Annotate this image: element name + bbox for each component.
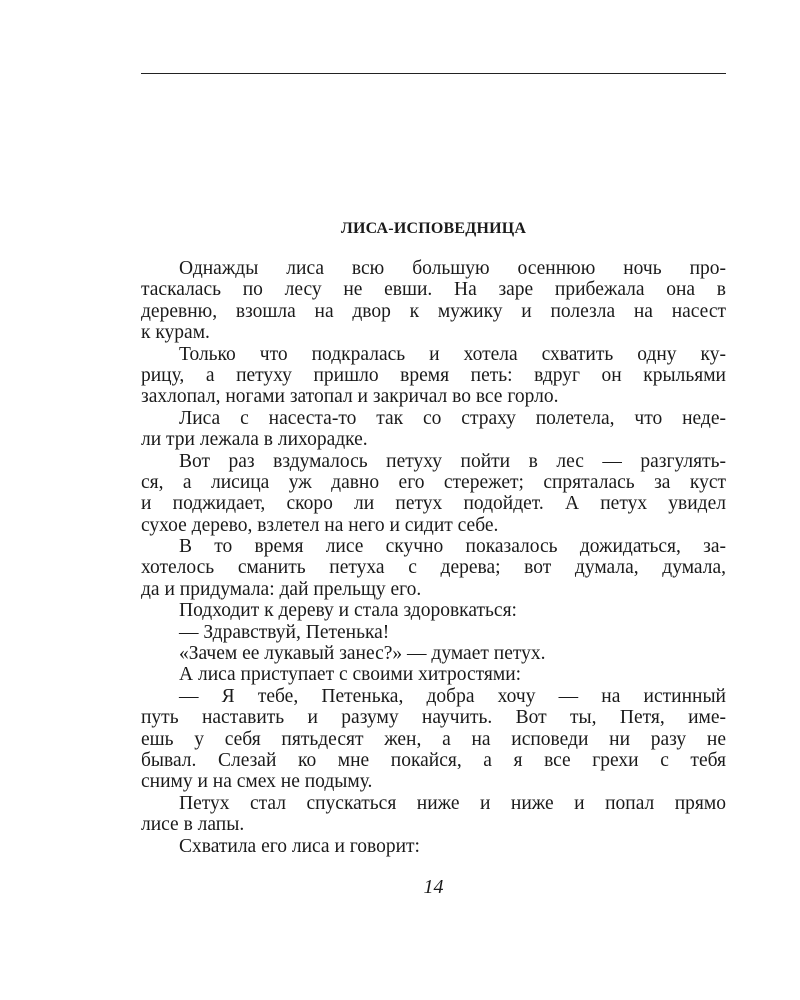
text-line: Подходит к дереву и стала здоровкаться: <box>179 600 517 622</box>
text-line: рицу, а петуху пришло время петь: вдруг он крыльями <box>141 364 726 386</box>
text-line: Только что подкралась и хотела схватить одну ку- <box>179 343 726 365</box>
text-line: захлопал, ногами затопал и закричал во все горло. <box>141 386 559 408</box>
text-line: путь наставить и разуму научить. Вот ты, Петя, име- <box>141 707 726 729</box>
text-line: — Я тебе, Петенька, добра хочу — на истинный <box>179 685 726 707</box>
text-line: сухое дерево, взлетел на него и сидит себе. <box>141 514 499 536</box>
text-line: Петух стал спускаться ниже и ниже и попал прямо <box>179 792 726 814</box>
text-line: «Зачем ее лукавый занес?» — думает петух. <box>179 643 546 665</box>
text-line: Схватила его лиса и говорит: <box>179 835 420 857</box>
text-line: к курам. <box>141 322 210 344</box>
text-line: таскалась по лесу не евши. На заре прибежала она в <box>141 279 726 301</box>
text-line: ешь у себя пятьдесят жен, а на исповеди ни разу не <box>141 728 726 750</box>
text-line: и поджидает, скоро ли петух подойдет. А петух увидел <box>141 493 726 515</box>
text-line: бывал. Слезай ко мне покайся, а я все грехи с тебя <box>141 749 726 771</box>
text-line: лисе в лапы. <box>141 814 245 836</box>
text-line: Лиса с насеста-то так со страху полетела, что неде- <box>179 407 726 429</box>
text-line: ся, а лисица уж давно его стережет; спряталась за куст <box>141 471 726 493</box>
story-text <box>141 258 726 857</box>
text-line: В то время лисе скучно показалось дожидаться, за- <box>179 536 726 558</box>
header-rule <box>141 73 726 74</box>
text-line: Вот раз вздумалось петуху пойти в лес — разгулять- <box>179 450 726 472</box>
text-line: Однажды лиса всю большую осеннюю ночь про- <box>179 258 726 279</box>
text-line: А лиса приступает с своими хитростями: <box>179 664 522 686</box>
page-number: 14 <box>423 876 444 898</box>
text-line: — Здравствуй, Петенька! <box>179 621 390 643</box>
text-line: сниму и на смех не подыму. <box>141 771 373 793</box>
text-line: ли три лежала в лихорадке. <box>141 429 368 451</box>
text-line: деревню, взошла на двор к мужику и полезла на насест <box>141 300 726 322</box>
story-title: ЛИСА-ИСПОВЕДНИЦА <box>340 220 527 237</box>
text-line: хотелось сманить петуха с дерева; вот думала, думала, <box>141 557 726 579</box>
text-line: да и придумала: дай прельщу его. <box>141 578 422 600</box>
